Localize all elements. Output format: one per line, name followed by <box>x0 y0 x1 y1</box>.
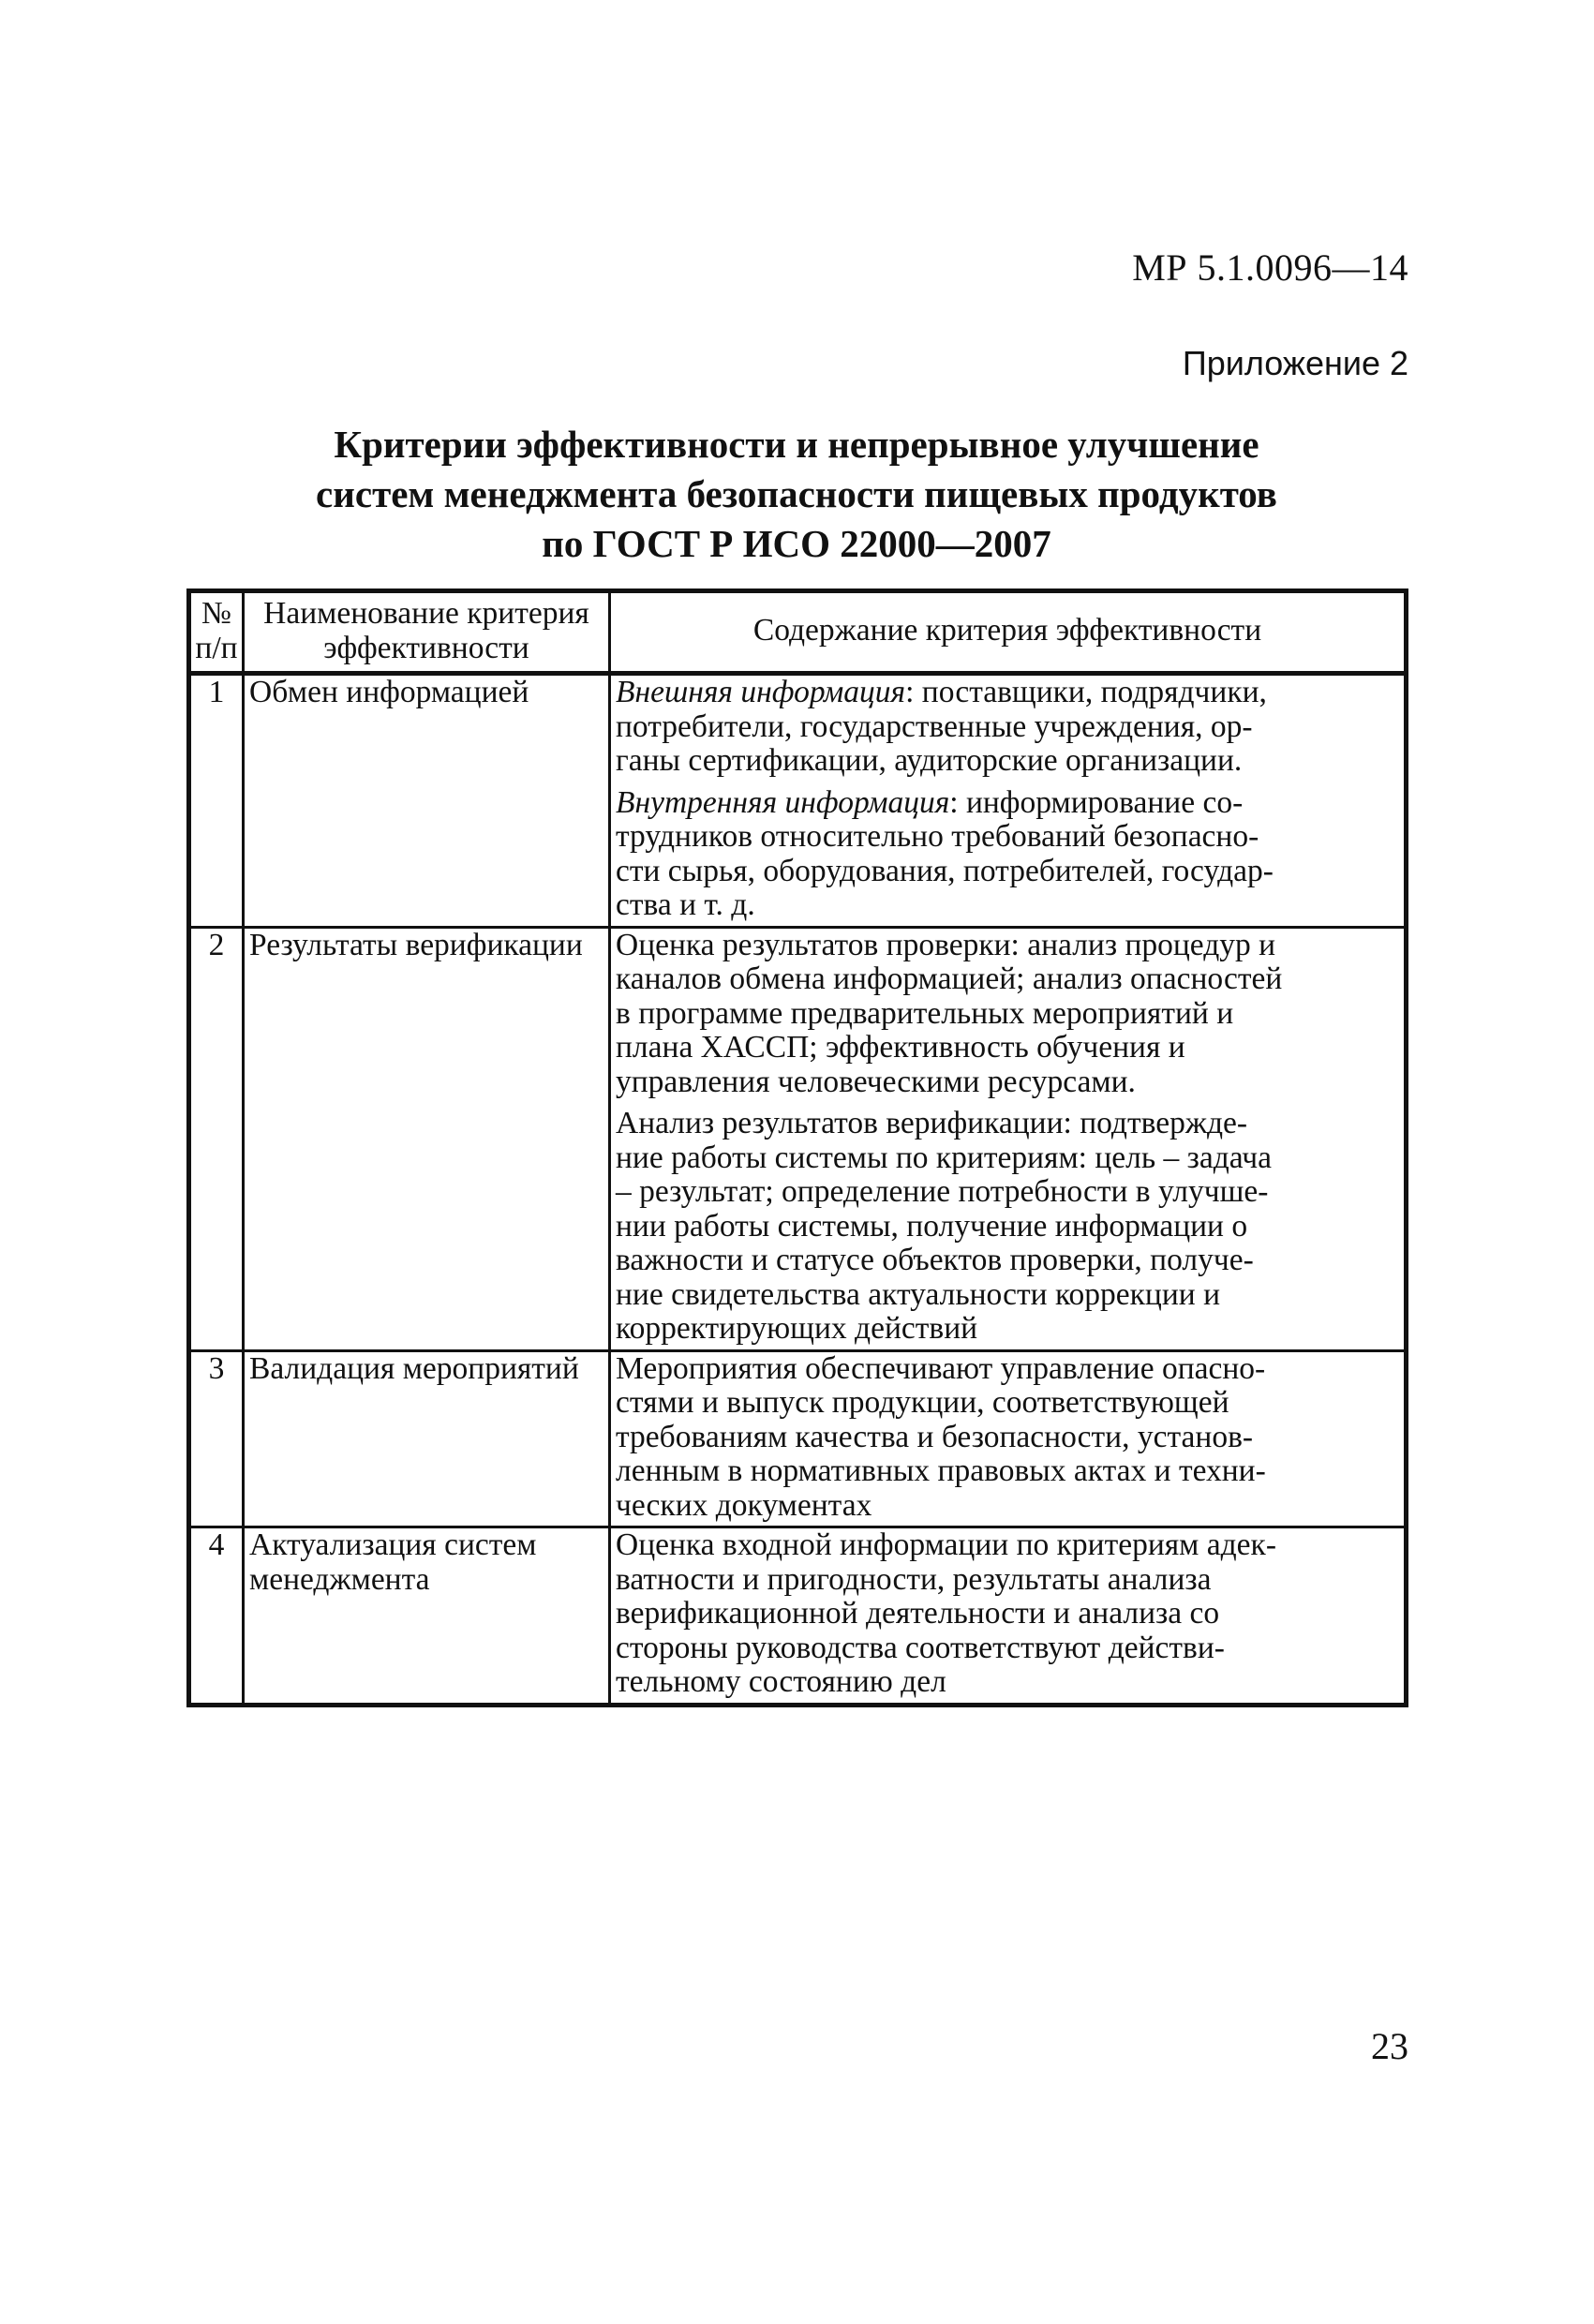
content-paragraph <box>616 786 1400 923</box>
content-text: – результат; определение потребности в улучше- <box>616 1174 1269 1209</box>
page-title <box>187 420 1406 569</box>
criterion-content <box>610 927 1407 1350</box>
content-text: ние работы системы по критериям: цель – задача <box>616 1140 1273 1175</box>
content-line <box>616 676 1400 710</box>
content-line <box>616 929 1400 963</box>
content-text: плана ХАССП; эффективность обучения и <box>616 1030 1185 1065</box>
content-paragraph <box>616 1528 1400 1700</box>
content-text: ленным в нормативных правовых актах и техни- <box>616 1453 1266 1488</box>
criterion-name <box>244 674 610 928</box>
content-text: в программе предварительных мероприятий и <box>616 995 1234 1031</box>
content-line <box>616 1489 1400 1524</box>
content-line <box>616 888 1400 923</box>
content-text: ческих документах <box>616 1487 872 1523</box>
header-criterion-name <box>244 591 610 674</box>
title-line: по ГОСТ Р ИСО 22000—2007 <box>542 522 1051 565</box>
content-line <box>616 744 1400 779</box>
content-text: важности и статусе объектов проверки, получе- <box>616 1243 1254 1277</box>
content-text: каналов обмена информацией; анализ опасностей <box>616 961 1283 996</box>
criterion-content <box>610 674 1407 928</box>
table-row <box>189 1350 1407 1527</box>
criterion-name-line: Результаты верификации <box>249 927 583 962</box>
content-text: : информирование со- <box>949 784 1244 820</box>
content-line <box>616 1210 1400 1244</box>
criteria-table <box>186 588 1408 1707</box>
content-line <box>616 786 1400 821</box>
content-line <box>616 820 1400 855</box>
content-line <box>616 1065 1400 1100</box>
header-criterion-content: Содержание критерия эффективности <box>610 591 1407 674</box>
header-number <box>189 591 244 674</box>
table-row <box>189 1527 1407 1706</box>
table-row <box>189 674 1407 928</box>
content-text: ние свидетельства актуальности коррекции и <box>616 1276 1221 1312</box>
content-line <box>616 1386 1400 1421</box>
content-text: требованиям качества и безопасности, установ- <box>616 1419 1254 1454</box>
content-text: стями и выпуск продукции, соответствующей <box>616 1385 1229 1420</box>
content-line <box>616 1141 1400 1176</box>
content-text: управления человеческими ресурсами. <box>616 1064 1136 1099</box>
content-text: : поставщики, подрядчики, <box>905 675 1267 709</box>
content-line <box>616 1421 1400 1455</box>
document-code: МР 5.1.0096—14 <box>1132 246 1408 289</box>
content-line <box>616 1175 1400 1210</box>
content-text: стороны руководства соответствуют действи- <box>616 1630 1225 1665</box>
content-lead-term: Внешняя информация <box>616 675 906 709</box>
table-row <box>189 927 1407 1350</box>
header-number-line1: № <box>201 596 231 631</box>
content-text: потребители, государственные учреждения, ор- <box>616 708 1253 744</box>
content-line <box>616 1107 1400 1141</box>
appendix-label: Приложение 2 <box>1182 344 1408 382</box>
content-line <box>616 1454 1400 1489</box>
content-text: Мероприятия обеспечивают управление опасно- <box>616 1350 1266 1386</box>
content-paragraph <box>616 1352 1400 1524</box>
content-paragraph <box>616 676 1400 779</box>
content-lead-term: Внутренняя информация <box>616 784 950 820</box>
criterion-name-line: менеджмента <box>249 1561 430 1597</box>
content-text: ватности и пригодности, результаты анализа <box>616 1561 1212 1597</box>
row-number: 4 <box>189 1527 244 1706</box>
header-name-line1: Наименование критерия <box>263 596 589 631</box>
criterion-name-line: Актуализация систем <box>249 1527 537 1562</box>
content-line <box>616 1631 1400 1666</box>
row-number: 3 <box>189 1350 244 1527</box>
content-line <box>616 1031 1400 1065</box>
content-text: Оценка входной информации по критериям адек- <box>616 1527 1276 1562</box>
content-line <box>616 1665 1400 1700</box>
content-line <box>616 1244 1400 1278</box>
content-line <box>616 1352 1400 1387</box>
header-name-line2: эффективности <box>323 630 529 665</box>
criterion-content <box>610 1350 1407 1527</box>
content-line <box>616 1278 1400 1313</box>
criterion-name-line: Валидация мероприятий <box>249 1350 579 1386</box>
table-header-row <box>189 591 1407 674</box>
content-text: ганы сертификации, аудиторские организации. <box>616 743 1243 778</box>
content-line <box>616 710 1400 745</box>
title-line: систем менеджмента безопасности пищевых продуктов <box>316 472 1277 515</box>
header-number-line2: п/п <box>195 630 238 665</box>
content-text: верификационной деятельности и анализа со <box>616 1596 1220 1631</box>
content-text: Оценка результатов проверки: анализ процедур и <box>616 927 1276 962</box>
content-line <box>616 1528 1400 1563</box>
content-line <box>616 997 1400 1032</box>
content-line <box>616 1597 1400 1631</box>
criterion-name <box>244 1350 610 1527</box>
content-line <box>616 1563 1400 1598</box>
content-text: Анализ результатов верификации: подтвержде- <box>616 1106 1248 1140</box>
content-line <box>616 855 1400 889</box>
content-text: корректирующих действий <box>616 1311 978 1346</box>
criterion-name-line: Обмен информацией <box>249 675 529 709</box>
page-number: 23 <box>1371 2025 1408 2067</box>
row-number: 1 <box>189 674 244 928</box>
criterion-name <box>244 1527 610 1706</box>
content-paragraph <box>616 929 1400 1100</box>
content-line <box>616 962 1400 997</box>
content-line <box>616 1312 1400 1347</box>
criterion-name <box>244 927 610 1350</box>
content-text: трудников относительно требований безопасно- <box>616 819 1259 854</box>
content-text: тельному состоянию дел <box>616 1664 946 1699</box>
content-text: ства и т. д. <box>616 887 755 922</box>
content-text: сти сырья, оборудования, потребителей, государ- <box>616 853 1274 888</box>
content-text: нии работы системы, получение информации о <box>616 1208 1248 1244</box>
criterion-content <box>610 1527 1407 1706</box>
content-paragraph <box>616 1107 1400 1347</box>
row-number: 2 <box>189 927 244 1350</box>
title-line: Критерии эффективности и непрерывное улучшение <box>334 423 1259 466</box>
